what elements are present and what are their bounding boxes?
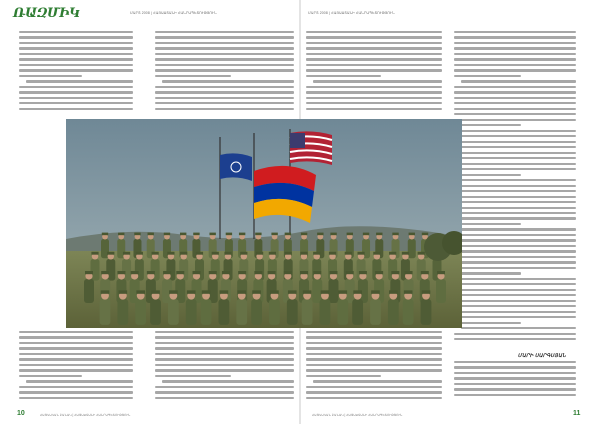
body-text-line (454, 152, 576, 154)
soldier-figure (421, 290, 432, 325)
body-text-line (306, 386, 442, 388)
text-column-2 (155, 31, 294, 118)
body-text-line (155, 391, 294, 393)
body-text-line (454, 245, 576, 247)
body-text-line (155, 336, 294, 338)
soldier-figure (345, 271, 355, 303)
text-column-8 (454, 361, 576, 403)
body-text-line (454, 383, 576, 385)
body-text-line (19, 386, 133, 388)
body-text-line (19, 347, 133, 349)
body-text-line (454, 316, 576, 318)
text-column-1 (19, 31, 133, 118)
body-text-line (454, 47, 576, 49)
body-text-line (454, 267, 576, 269)
body-text-line (155, 69, 294, 71)
body-text-line (26, 380, 133, 382)
body-text-line (454, 239, 576, 241)
body-text-line (461, 130, 576, 132)
soldier-figure (168, 290, 179, 325)
body-text-line (306, 342, 442, 344)
body-text-line (19, 69, 133, 71)
issue-info-right: ՄԱՐՏ 2008 | ՀԱՅԱՍՏԱՆԻ ՀԱՆՐԱՊԵՏՈՒԹՅՈՒՆ (308, 11, 395, 15)
body-text-line (155, 47, 294, 49)
soldier-figure (287, 290, 298, 325)
body-text-line (19, 58, 133, 60)
soldier-figure (135, 290, 146, 325)
body-text-line (306, 347, 442, 349)
body-text-line (454, 168, 576, 170)
soldier-figure (352, 290, 363, 325)
body-text-line (454, 91, 576, 93)
body-text-line (306, 375, 381, 377)
body-text-line (454, 146, 576, 148)
body-text-line (454, 119, 576, 121)
body-text-line (454, 42, 576, 44)
soldier-figure (370, 290, 381, 325)
body-text-line (155, 369, 294, 371)
body-text-line (19, 358, 133, 360)
body-text-line (19, 97, 133, 99)
soldier-figure (403, 290, 414, 325)
body-text-line (306, 108, 442, 110)
text-column-6 (155, 331, 294, 403)
body-text-line (454, 53, 576, 55)
body-text-line (19, 91, 133, 93)
soldier-figure (100, 290, 111, 325)
body-text-line (162, 380, 294, 382)
body-text-line (454, 163, 576, 165)
body-text-line (454, 289, 576, 291)
text-column-3 (306, 31, 442, 118)
body-text-line (155, 58, 294, 60)
body-text-line (454, 272, 521, 274)
us-flag-icon (290, 131, 332, 165)
body-text-line (313, 380, 442, 382)
body-text-line (454, 223, 521, 225)
body-text-line (454, 69, 576, 71)
body-text-line (19, 47, 133, 49)
body-text-line (454, 305, 576, 307)
body-text-line (19, 64, 133, 66)
body-text-line (454, 256, 576, 258)
body-text-line (306, 91, 442, 93)
body-text-line (155, 102, 294, 104)
body-text-line (454, 113, 576, 115)
soldier-figure (208, 271, 218, 303)
body-text-line (454, 31, 576, 33)
body-text-line (19, 75, 82, 77)
text-column-5 (19, 331, 133, 403)
author-byline: ՄԱՐԻ ՍԱՐԳՍՅԱՆ (517, 353, 566, 359)
body-text-line (19, 36, 133, 38)
body-text-line (155, 347, 294, 349)
body-text-line (454, 294, 576, 296)
body-text-line (306, 69, 442, 71)
masthead-left (13, 7, 80, 19)
body-text-line (454, 366, 576, 368)
body-text-line (454, 185, 576, 187)
text-column-7 (306, 331, 442, 403)
issue-line-right (308, 7, 395, 19)
soldier-figure (251, 290, 262, 325)
body-text-line (19, 369, 133, 371)
body-text-line (454, 97, 576, 99)
body-text-line (454, 217, 576, 219)
body-text-line (454, 108, 576, 110)
body-text-line (306, 369, 442, 371)
body-text-line (454, 141, 576, 143)
body-text-line (155, 342, 294, 344)
body-text-line (461, 327, 576, 329)
soldier-figure (337, 290, 348, 325)
body-text-line (155, 42, 294, 44)
body-text-line (454, 394, 576, 396)
body-text-line (306, 58, 442, 60)
soldier-figure (150, 290, 161, 325)
body-text-line (19, 342, 133, 344)
soldier-figure (84, 271, 94, 303)
body-text-line (155, 353, 294, 355)
body-text-line (155, 53, 294, 55)
body-text-line (454, 361, 576, 363)
soldier-figure (201, 290, 212, 325)
soldier-figure (302, 290, 313, 325)
body-text-line (454, 234, 576, 236)
body-text-line (19, 42, 133, 44)
body-text-line (306, 391, 442, 393)
magazine-logo: ՌԱԶՄԻԿ (13, 5, 80, 21)
body-text-line (155, 91, 294, 93)
body-text-line (19, 53, 133, 55)
soldier-figure (328, 271, 338, 303)
soldier-figure (117, 290, 128, 325)
body-text-line (19, 364, 133, 366)
body-text-line (19, 108, 133, 110)
body-text-line (155, 331, 294, 333)
nato-flag-icon (220, 153, 252, 181)
body-text-line (454, 388, 576, 390)
footer-caption-left: ՀԱՅԿԱԿԱՆ ԲԱՆԱԿ | ՀԱՅԱՍՏԱՆԻ ՀԱՆՐԱՊԵՏՈՒԹՅՈՒՆ (40, 413, 131, 417)
body-text-line (454, 64, 576, 66)
body-text-line (461, 278, 576, 280)
body-text-line (461, 228, 576, 230)
body-text-line (306, 364, 442, 366)
body-text-line (454, 86, 576, 88)
body-text-line (306, 97, 442, 99)
body-text-line (155, 386, 294, 388)
body-text-line (155, 364, 294, 366)
issue-line-left (130, 7, 217, 19)
body-text-line (454, 174, 521, 176)
page-number-right: 11 (573, 410, 581, 417)
body-text-line (155, 64, 294, 66)
body-text-line (454, 333, 576, 335)
body-text-line (454, 58, 576, 60)
body-text-line (155, 31, 294, 33)
body-text-line (19, 31, 133, 33)
soldier-figure (175, 271, 185, 303)
body-text-line (19, 336, 133, 338)
body-text-line (155, 358, 294, 360)
page-number-left: 10 (17, 410, 25, 417)
soldier-figure (436, 271, 446, 303)
body-text-line (19, 331, 133, 333)
group-photo-illustration (66, 119, 462, 328)
body-text-line (19, 397, 133, 399)
body-text-line (454, 372, 576, 374)
armenian-flag-icon (254, 166, 316, 223)
body-text-line (19, 86, 133, 88)
body-text-line (306, 86, 442, 88)
body-text-line (306, 75, 381, 77)
soldier-figure (312, 271, 322, 303)
body-text-line (306, 102, 442, 104)
soldier-figure (236, 290, 247, 325)
body-text-line (454, 190, 576, 192)
soldier-figure (218, 290, 229, 325)
body-text-line (454, 377, 576, 379)
group-photo (66, 119, 462, 328)
body-text-line (19, 391, 133, 393)
body-text-line (461, 179, 576, 181)
soldier-figure (320, 290, 331, 325)
body-text-line (306, 47, 442, 49)
body-text-line (454, 261, 576, 263)
body-text-line (461, 80, 576, 82)
body-text-line (454, 201, 576, 203)
body-text-line (26, 80, 133, 82)
issue-info-left: ՄԱՐՏ 2008 | ՀԱՅԱՍՏԱՆԻ ՀԱՆՐԱՊԵՏՈՒԹՅՈՒՆ (130, 11, 217, 15)
body-text-line (454, 124, 521, 126)
body-text-line (19, 375, 82, 377)
body-text-line (19, 102, 133, 104)
body-text-line (155, 75, 231, 77)
body-text-line (162, 80, 294, 82)
body-text-line (454, 207, 576, 209)
body-text-line (313, 80, 442, 82)
body-text-line (306, 36, 442, 38)
body-text-line (454, 157, 576, 159)
body-text-line (454, 102, 576, 104)
body-text-line (306, 31, 442, 33)
body-text-line (454, 196, 576, 198)
body-text-line (306, 397, 442, 399)
body-text-line (155, 108, 294, 110)
body-text-line (306, 358, 442, 360)
body-text-line (155, 86, 294, 88)
body-text-line (454, 283, 576, 285)
body-text-line (454, 338, 576, 340)
body-text-line (454, 250, 576, 252)
body-text-line (155, 97, 294, 99)
body-text-line (306, 42, 442, 44)
soldier-figure (388, 290, 399, 325)
body-text-line (306, 331, 442, 333)
soldier-figure (269, 290, 280, 325)
body-text-line (454, 75, 521, 77)
soldier-figure (186, 290, 197, 325)
body-text-line (306, 353, 442, 355)
body-text-line (454, 300, 576, 302)
footer-caption-right: ՀԱՅԿԱԿԱՆ ԲԱՆԱԿ | ՀԱՅԱՍՏԱՆԻ ՀԱՆՐԱՊԵՏՈՒԹՅՈՒՆ (312, 413, 403, 417)
body-text-line (155, 36, 294, 38)
body-text-line (19, 353, 133, 355)
body-text-line (454, 322, 521, 324)
body-text-line (454, 36, 576, 38)
body-text-line (306, 64, 442, 66)
body-text-line (454, 311, 576, 313)
body-text-line (454, 135, 576, 137)
body-text-line (306, 336, 442, 338)
body-text-line (306, 53, 442, 55)
body-text-line (155, 375, 231, 377)
text-column-4 (454, 31, 576, 349)
body-text-line (454, 212, 576, 214)
body-text-line (155, 397, 294, 399)
